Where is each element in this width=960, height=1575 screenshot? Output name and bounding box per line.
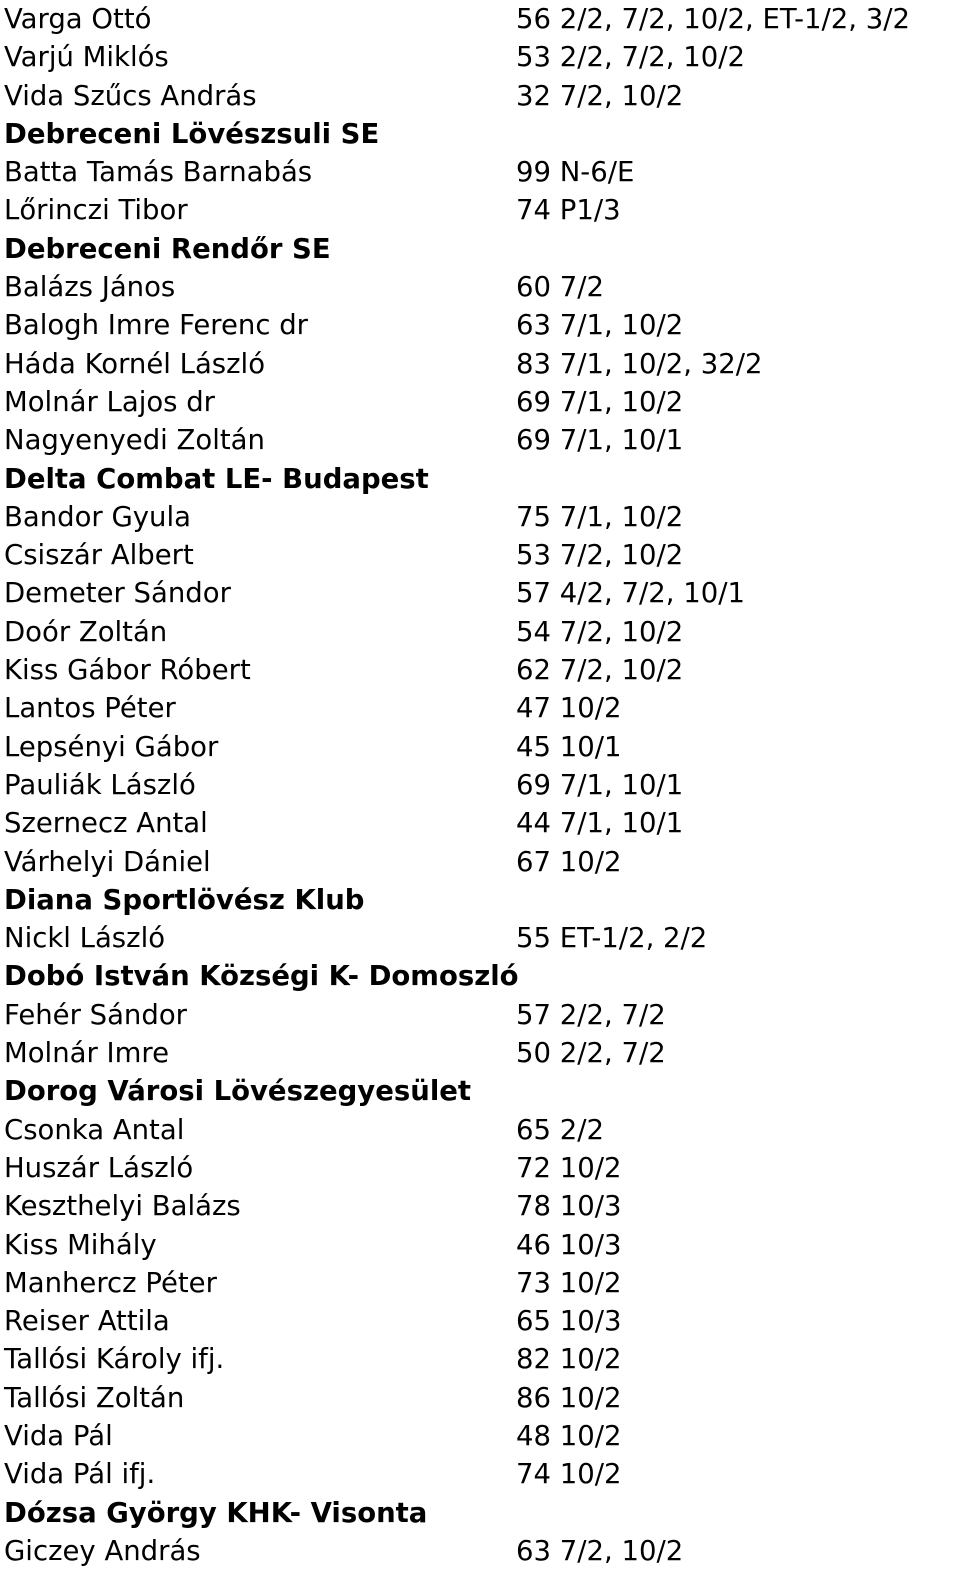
member-name: Kiss Mihály (4, 1228, 157, 1261)
member-row (4, 268, 960, 306)
member-name: Balázs János (4, 271, 176, 304)
member-name: Tallósi Károly ifj. (4, 1343, 225, 1376)
member-row (4, 383, 960, 421)
club-name: Dózsa György KHK- Visonta (4, 1496, 428, 1529)
member-score: 74 P1/3 (516, 194, 621, 227)
member-row (4, 1111, 960, 1149)
member-row (4, 536, 960, 574)
club-heading (4, 115, 960, 153)
club-heading (4, 1072, 960, 1110)
club-name: Diana Sportlövész Klub (4, 883, 365, 916)
club-name: Debreceni Rendőr SE (4, 232, 331, 265)
member-score: 62 7/2, 10/2 (516, 654, 684, 687)
member-name: Varga Ottó (4, 3, 152, 35)
member-row (4, 191, 960, 229)
member-name: Lepsényi Gábor (4, 730, 219, 763)
club-name: Dorog Városi Lövészegyesület (4, 1075, 472, 1108)
member-score: 46 10/3 (516, 1228, 622, 1261)
member-score: 45 10/1 (516, 730, 622, 763)
member-score: 82 10/2 (516, 1343, 622, 1376)
member-row (4, 153, 960, 191)
member-name: Keszthelyi Balázs (4, 1190, 241, 1223)
member-row (4, 1302, 960, 1340)
member-score: 53 2/2, 7/2, 10/2 (516, 41, 745, 74)
member-name: Pauliák László (4, 768, 196, 801)
member-score: 56 2/2, 7/2, 10/2, ET-1/2, 3/2 (516, 3, 911, 35)
member-name: Fehér Sándor (4, 998, 187, 1031)
member-score: 63 7/1, 10/2 (516, 309, 684, 342)
member-name: Nagyenyedi Zoltán (4, 424, 265, 457)
member-name: Molnár Imre (4, 1037, 170, 1070)
member-score: 47 10/2 (516, 692, 622, 725)
member-name: Szernecz Antal (4, 807, 208, 840)
member-name: Várhelyi Dániel (4, 845, 211, 878)
member-row (4, 651, 960, 689)
member-row (4, 728, 960, 766)
member-score: 60 7/2 (516, 271, 604, 304)
member-name: Csiszár Albert (4, 539, 194, 572)
member-score: 78 10/3 (516, 1190, 622, 1223)
member-row (4, 613, 960, 651)
member-score: 69 7/1, 10/2 (516, 385, 684, 418)
member-name: Manhercz Péter (4, 1266, 217, 1299)
member-name: Tallósi Zoltán (4, 1381, 185, 1414)
member-score: 67 10/2 (516, 845, 622, 878)
member-row (4, 689, 960, 727)
member-row (4, 0, 960, 38)
club-name: Debreceni Lövészsuli SE (4, 117, 380, 150)
member-row (4, 1379, 960, 1417)
member-row (4, 1264, 960, 1302)
member-name: Giczey András (4, 1534, 201, 1567)
member-name: Demeter Sándor (4, 577, 231, 610)
member-score: 32 7/2, 10/2 (516, 79, 684, 112)
member-score: 73 10/2 (516, 1266, 622, 1299)
member-row (4, 766, 960, 804)
member-row (4, 345, 960, 383)
member-score: 54 7/2, 10/2 (516, 615, 684, 648)
member-score: 55 ET-1/2, 2/2 (516, 922, 708, 955)
member-name: Batta Tamás Barnabás (4, 156, 313, 189)
member-name: Reiser Attila (4, 1305, 170, 1338)
member-name: Doór Zoltán (4, 615, 168, 648)
member-name: Lantos Péter (4, 692, 176, 725)
member-row (4, 1187, 960, 1225)
member-row (4, 306, 960, 344)
member-row (4, 574, 960, 612)
member-row (4, 1340, 960, 1378)
member-score: 74 10/2 (516, 1458, 622, 1491)
member-row (4, 498, 960, 536)
member-name: Molnár Lajos dr (4, 385, 215, 418)
member-row (4, 1034, 960, 1072)
member-row (4, 1532, 960, 1570)
member-name: Lőrinczi Tibor (4, 194, 188, 227)
member-score: 69 7/1, 10/1 (516, 424, 684, 457)
club-heading (4, 230, 960, 268)
member-score: 53 7/2, 10/2 (516, 539, 684, 572)
member-score: 75 7/1, 10/2 (516, 500, 684, 533)
member-name: Varjú Miklós (4, 41, 169, 74)
member-score: 86 10/2 (516, 1381, 622, 1414)
member-row (4, 804, 960, 842)
club-heading (4, 881, 960, 919)
club-name: Delta Combat LE- Budapest (4, 462, 429, 495)
club-heading (4, 1494, 960, 1532)
club-heading (4, 957, 960, 995)
member-name: Balogh Imre Ferenc dr (4, 309, 308, 342)
member-row (4, 1149, 960, 1187)
member-name: Nickl László (4, 922, 166, 955)
member-score: 57 2/2, 7/2 (516, 998, 666, 1031)
member-score: 50 2/2, 7/2 (516, 1037, 666, 1070)
member-score: 48 10/2 (516, 1419, 622, 1452)
member-row (4, 421, 960, 459)
club-heading (4, 460, 960, 498)
club-name: Dobó István Községi K- Domoszló (4, 960, 519, 993)
member-score: 65 10/3 (516, 1305, 622, 1338)
member-score: 57 4/2, 7/2, 10/1 (516, 577, 745, 610)
member-list (4, 0, 960, 1570)
member-name: Bandor Gyula (4, 500, 191, 533)
member-row (4, 996, 960, 1034)
member-row (4, 1417, 960, 1455)
member-name: Huszár László (4, 1151, 194, 1184)
member-score: 65 2/2 (516, 1113, 604, 1146)
member-name: Vida Pál ifj. (4, 1458, 156, 1491)
member-score: 44 7/1, 10/1 (516, 807, 684, 840)
member-name: Csonka Antal (4, 1113, 185, 1146)
member-score: 63 7/2, 10/2 (516, 1534, 684, 1567)
member-row (4, 919, 960, 957)
member-score: 99 N-6/E (516, 156, 635, 189)
member-score: 72 10/2 (516, 1151, 622, 1184)
member-score: 83 7/1, 10/2, 32/2 (516, 347, 763, 380)
member-name: Vida Pál (4, 1419, 113, 1452)
member-name: Vida Szűcs András (4, 79, 257, 112)
member-row (4, 843, 960, 881)
member-score: 69 7/1, 10/1 (516, 768, 684, 801)
member-row (4, 38, 960, 76)
member-row (4, 1226, 960, 1264)
member-row (4, 77, 960, 115)
member-name: Kiss Gábor Róbert (4, 654, 251, 687)
member-row (4, 1455, 960, 1493)
member-name: Háda Kornél László (4, 347, 266, 380)
